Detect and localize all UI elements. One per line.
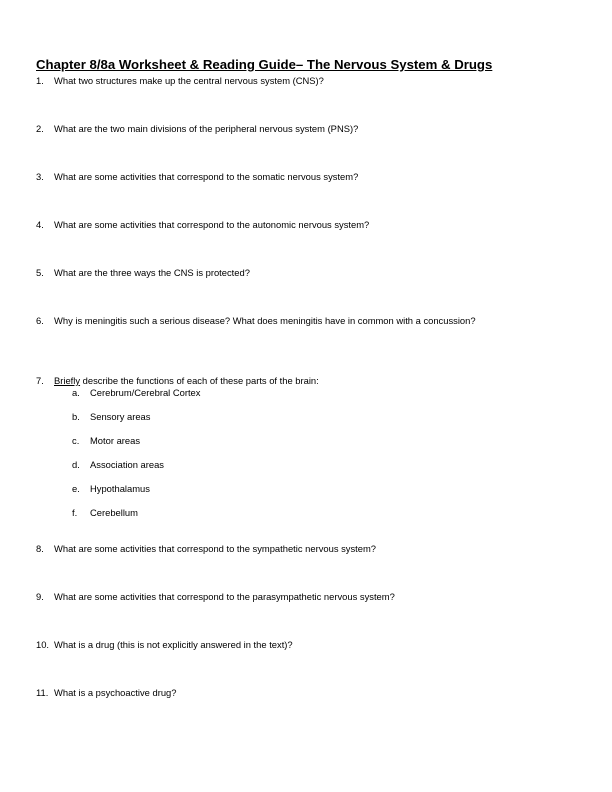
brain-part-letter: d. <box>72 459 80 470</box>
question-text-rest: describe the functions of each of these parts of the brain: <box>80 375 319 386</box>
worksheet-title: Chapter 8/8a Worksheet & Reading Guide– The Nervous System & Drugs <box>36 57 493 72</box>
question-number: 6. <box>36 315 44 326</box>
brain-part-text: Association areas <box>90 459 164 470</box>
question-text: What are some activities that correspond to the somatic nervous system? <box>54 171 359 182</box>
question-number: 11. <box>36 687 49 698</box>
question-text: What is a psychoactive drug? <box>54 687 177 698</box>
brain-part-letter: c. <box>72 435 80 446</box>
question-text: What are some activities that correspond to the parasympathetic nervous system? <box>54 591 395 602</box>
question-number: 1. <box>36 75 44 86</box>
brain-part-letter: b. <box>72 411 80 422</box>
question-text <box>54 375 319 387</box>
brain-part-letter: a. <box>72 387 80 398</box>
question-number: 10. <box>36 639 50 650</box>
question-number: 2. <box>36 123 44 134</box>
question-number: 7. <box>36 375 44 386</box>
brain-part-text: Motor areas <box>90 435 141 446</box>
question-number: 3. <box>36 171 44 182</box>
question-number: 9. <box>36 591 44 602</box>
question-text: What are some activities that correspond to the autonomic nervous system? <box>54 219 370 230</box>
brain-part-text: Cerebrum/Cerebral Cortex <box>90 387 201 398</box>
question-text: What are the two main divisions of the peripheral nervous system (PNS)? <box>54 123 359 134</box>
question-text: What is a drug (this is not explicitly answered in the text)? <box>54 639 293 650</box>
emphasis-briefly: Briefly <box>54 375 81 386</box>
question-number: 5. <box>36 267 44 278</box>
brain-part-letter: e. <box>72 483 80 494</box>
brain-part-text: Sensory areas <box>90 411 151 422</box>
brain-part-text: Hypothalamus <box>90 483 150 494</box>
question-number: 4. <box>36 219 44 230</box>
question-text: What two structures make up the central nervous system (CNS)? <box>54 75 324 86</box>
brain-part-letter: f. <box>72 507 78 518</box>
question-text: What are some activities that correspond to the sympathetic nervous system? <box>54 543 377 554</box>
question-text: Why is meningitis such a serious disease? What does meningitis have in common with a concussion? <box>54 315 476 326</box>
question-number: 8. <box>36 543 44 554</box>
brain-part-text: Cerebellum <box>90 507 138 518</box>
question-text: What are the three ways the CNS is protected? <box>54 267 250 278</box>
